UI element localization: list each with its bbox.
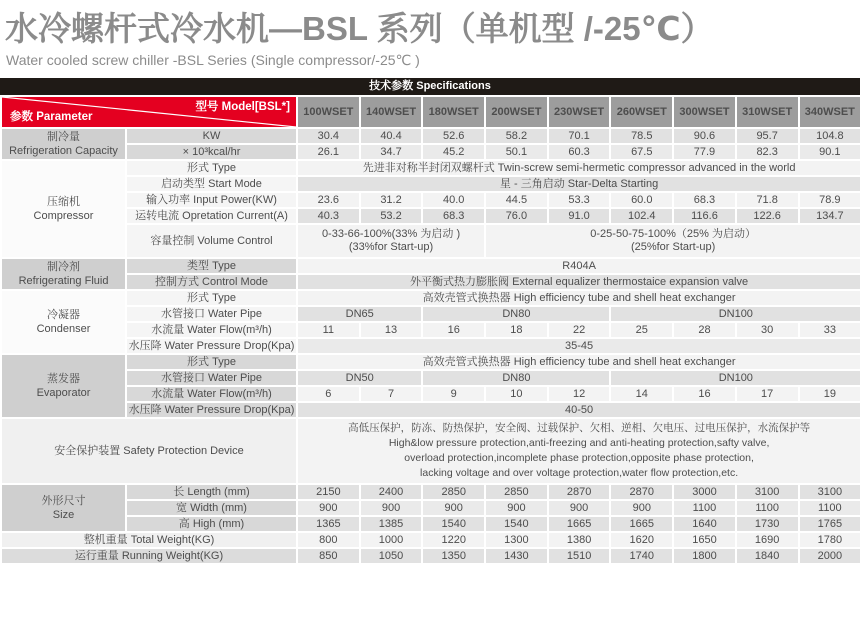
value-cell: 26.1 xyxy=(297,144,360,160)
value-evaporator-type: 高效壳管式换热器 High efficiency tube and shell heat exchanger xyxy=(297,354,860,370)
specifications-section-bar: 技术参数 Specifications xyxy=(0,78,860,95)
table-row xyxy=(1,418,860,484)
value-cell: 1350 xyxy=(422,548,485,564)
group-cell-compressor xyxy=(1,160,126,258)
value-cell: 2850 xyxy=(485,484,548,500)
volume-control-25-line1: 0-25-50-75-100%（25% 为启动） xyxy=(486,228,860,241)
label-compressor-current: 运转电流 Opretation Current(A) xyxy=(126,208,297,224)
label-running-weight: 运行重量 Running Weight(KG) xyxy=(1,548,297,564)
value-cell: 900 xyxy=(548,500,611,516)
table-row xyxy=(1,274,860,290)
value-cell: 25 xyxy=(610,322,673,338)
safety-line-en1: High&low pressure protection,anti-freezing and anti-heating protection,safty valve, xyxy=(298,436,860,451)
value-cell: 52.6 xyxy=(422,128,485,144)
value-cell: 95.7 xyxy=(736,128,799,144)
value-cell: 116.6 xyxy=(673,208,736,224)
parameter-header-label: 参数 Parameter xyxy=(10,111,92,124)
value-cell: 16 xyxy=(422,322,485,338)
value-cell: 14 xyxy=(610,386,673,402)
table-header-row xyxy=(1,96,860,128)
value-cell: 53.2 xyxy=(360,208,423,224)
spec-sheet-page xyxy=(0,3,860,565)
value-cell: 3100 xyxy=(736,484,799,500)
value-cell: 104.8 xyxy=(799,128,860,144)
value-cell: 18 xyxy=(485,322,548,338)
value-cell: 1620 xyxy=(610,532,673,548)
table-row xyxy=(1,532,860,548)
value-cell: 22 xyxy=(548,322,611,338)
group-cell-size xyxy=(1,484,126,532)
value-cell: 17 xyxy=(736,386,799,402)
value-cell: 900 xyxy=(297,500,360,516)
group-label-en: Compressor xyxy=(2,209,125,223)
label-safety-protection-device: 安全保护装置 Safety Protection Device xyxy=(1,418,297,484)
group-label-en: Size xyxy=(2,508,125,522)
value-cell: 6 xyxy=(297,386,360,402)
value-evaporator-dn1: DN50 xyxy=(297,370,422,386)
label-evaporator-water-pipe: 水管接口 Water Pipe xyxy=(126,370,297,386)
value-cell: 30 xyxy=(736,322,799,338)
value-cell: 2150 xyxy=(297,484,360,500)
value-cell: 1640 xyxy=(673,516,736,532)
value-compressor-type: 先进非对称半封闭双螺杆式 Twin-screw semi-hermetic compressor advanced in the world xyxy=(297,160,860,176)
value-condenser-dn1: DN65 xyxy=(297,306,422,322)
model-header-label: 型号 Model[BSL*] xyxy=(195,101,290,114)
value-cell: 900 xyxy=(610,500,673,516)
table-row xyxy=(1,224,860,258)
value-cell: 900 xyxy=(422,500,485,516)
value-cell: 82.3 xyxy=(736,144,799,160)
value-cell: 77.9 xyxy=(673,144,736,160)
label-size-length: 长 Length (mm) xyxy=(126,484,297,500)
value-cell: 31.2 xyxy=(360,192,423,208)
label-compressor-type: 形式 Type xyxy=(126,160,297,176)
value-cell: 19 xyxy=(799,386,860,402)
group-label-cn: 外形尺寸 xyxy=(2,494,125,508)
value-cell: 90.1 xyxy=(799,144,860,160)
label-compressor-volume-control: 容量控制 Volume Control xyxy=(126,224,297,258)
value-cell: 76.0 xyxy=(485,208,548,224)
value-cell: 91.0 xyxy=(548,208,611,224)
value-cell: 68.3 xyxy=(673,192,736,208)
value-cell: 1510 xyxy=(548,548,611,564)
value-cell: 1665 xyxy=(610,516,673,532)
value-cell: 78.9 xyxy=(799,192,860,208)
table-row xyxy=(1,354,860,370)
value-cell: 2000 xyxy=(799,548,860,564)
label-condenser-water-flow: 水流量 Water Flow(m³/h) xyxy=(126,322,297,338)
value-cell: 1840 xyxy=(736,548,799,564)
value-cell: 1380 xyxy=(548,532,611,548)
value-cell: 2870 xyxy=(610,484,673,500)
value-cell: 1100 xyxy=(799,500,860,516)
value-cell: 13 xyxy=(360,322,423,338)
value-cell: 1100 xyxy=(736,500,799,516)
value-cell: 2400 xyxy=(360,484,423,500)
model-header-340wset: 340WSET xyxy=(799,96,860,128)
group-label-cn: 冷凝器 xyxy=(2,308,125,322)
value-cell: 1650 xyxy=(673,532,736,548)
model-header-140wset: 140WSET xyxy=(360,96,423,128)
model-header-200wset: 200WSET xyxy=(485,96,548,128)
label-size-high: 高 High (mm) xyxy=(126,516,297,532)
value-cell: 33 xyxy=(799,322,860,338)
table-row xyxy=(1,370,860,386)
label-size-width: 宽 Width (mm) xyxy=(126,500,297,516)
value-cell: 90.6 xyxy=(673,128,736,144)
value-cell: 40.0 xyxy=(422,192,485,208)
value-cell: 40.3 xyxy=(297,208,360,224)
value-cell: 45.2 xyxy=(422,144,485,160)
label-refrigerant-control-mode: 控制方式 Control Mode xyxy=(126,274,297,290)
spec-table xyxy=(0,95,860,565)
value-cell: 3100 xyxy=(799,484,860,500)
value-cell: 1690 xyxy=(736,532,799,548)
group-label-cn: 制冷剂 xyxy=(2,260,125,274)
model-header-300wset: 300WSET xyxy=(673,96,736,128)
group-cell-evaporator xyxy=(1,354,126,418)
group-label-en: Refrigerating Fluid xyxy=(2,274,125,288)
value-evaporator-dn3: DN100 xyxy=(610,370,860,386)
value-cell: 10 xyxy=(485,386,548,402)
value-cell: 2850 xyxy=(422,484,485,500)
label-refrigerant-type: 类型 Type xyxy=(126,258,297,274)
value-cell: 1220 xyxy=(422,532,485,548)
value-cell: 30.4 xyxy=(297,128,360,144)
page-subtitle: Water cooled screw chiller -BSL Series (Single compressor/-25℃ ) xyxy=(6,52,860,69)
model-header-230wset: 230WSET xyxy=(548,96,611,128)
table-row xyxy=(1,500,860,516)
table-row xyxy=(1,192,860,208)
value-evaporator-dn2: DN80 xyxy=(422,370,610,386)
value-cell: 1765 xyxy=(799,516,860,532)
group-label-en: Evaporator xyxy=(2,386,125,400)
safety-line-cn: 高低压保护，防冻、防热保护，安全阀、过载保护、欠相、逆相、欠电压、过电压保护，水流保护等 xyxy=(298,421,860,436)
label-refrigeration-kcal: × 10³kcal/hr xyxy=(126,144,297,160)
model-header-180wset: 180WSET xyxy=(422,96,485,128)
value-cell: 11 xyxy=(297,322,360,338)
value-cell: 1540 xyxy=(485,516,548,532)
value-cell: 1540 xyxy=(422,516,485,532)
value-condenser-dn3: DN100 xyxy=(610,306,860,322)
table-row xyxy=(1,386,860,402)
value-condenser-pressure-drop: 35-45 xyxy=(297,338,860,354)
value-cell: 1800 xyxy=(673,548,736,564)
value-cell: 40.4 xyxy=(360,128,423,144)
group-label-en: Refrigeration Capacity xyxy=(2,144,125,158)
group-cell-refrigerating-fluid xyxy=(1,258,126,290)
table-row xyxy=(1,258,860,274)
value-cell: 78.5 xyxy=(610,128,673,144)
label-total-weight: 整机重量 Total Weight(KG) xyxy=(1,532,297,548)
value-cell: 44.5 xyxy=(485,192,548,208)
group-label-cn: 压缩机 xyxy=(2,195,125,209)
value-cell: 9 xyxy=(422,386,485,402)
page-title: 水冷螺杆式冷水机—BSL 系列（单机型 /-25℃） xyxy=(5,3,860,50)
value-cell: 70.1 xyxy=(548,128,611,144)
group-label-en: Condenser xyxy=(2,322,125,336)
table-row xyxy=(1,484,860,500)
label-refrigeration-kw: KW xyxy=(126,128,297,144)
corner-header-cell xyxy=(1,96,297,128)
value-cell: 68.3 xyxy=(422,208,485,224)
value-cell: 1730 xyxy=(736,516,799,532)
table-row xyxy=(1,176,860,192)
safety-line-en3: lacking voltage and over voltage protection,water flow protection,etc. xyxy=(298,466,860,481)
safety-line-en2: overload protection,incomplete phase protection,opposite phase protection, xyxy=(298,451,860,466)
value-cell: 1780 xyxy=(799,532,860,548)
value-cell: 16 xyxy=(673,386,736,402)
table-row xyxy=(1,128,860,144)
label-condenser-water-pipe: 水管接口 Water Pipe xyxy=(126,306,297,322)
group-cell-condenser xyxy=(1,290,126,354)
value-condenser-type: 高效壳管式换热器 High efficiency tube and shell heat exchanger xyxy=(297,290,860,306)
value-cell: 50.1 xyxy=(485,144,548,160)
table-row xyxy=(1,548,860,564)
value-cell: 7 xyxy=(360,386,423,402)
table-row xyxy=(1,208,860,224)
label-evaporator-water-flow: 水流量 Water Flow(m³/h) xyxy=(126,386,297,402)
value-cell: 1000 xyxy=(360,532,423,548)
value-cell: 2870 xyxy=(548,484,611,500)
model-header-100wset: 100WSET xyxy=(297,96,360,128)
label-evaporator-pressure-drop: 水压降 Water Pressure Drop(Kpa) xyxy=(126,402,297,418)
value-cell: 1300 xyxy=(485,532,548,548)
model-header-260wset: 260WSET xyxy=(610,96,673,128)
value-cell: 60.3 xyxy=(548,144,611,160)
value-cell: 1365 xyxy=(297,516,360,532)
value-cell: 3000 xyxy=(673,484,736,500)
value-refrigerant-control-mode: 外平衡式热力膨胀阀 External equalizer thermostaice expansion valve xyxy=(297,274,860,290)
label-condenser-pressure-drop: 水压降 Water Pressure Drop(Kpa) xyxy=(126,338,297,354)
value-cell: 28 xyxy=(673,322,736,338)
value-cell: 900 xyxy=(485,500,548,516)
volume-control-33-line1: 0-33-66-100%(33% 为启动 ) xyxy=(298,228,484,241)
model-header-310wset: 310WSET xyxy=(736,96,799,128)
value-cell: 34.7 xyxy=(360,144,423,160)
table-row xyxy=(1,322,860,338)
value-cell: 1665 xyxy=(548,516,611,532)
value-cell: 58.2 xyxy=(485,128,548,144)
value-cell: 1050 xyxy=(360,548,423,564)
group-cell-refrigeration-capacity xyxy=(1,128,126,160)
value-cell: 12 xyxy=(548,386,611,402)
value-volume-control-33 xyxy=(297,224,485,258)
table-row xyxy=(1,160,860,176)
value-cell: 102.4 xyxy=(610,208,673,224)
value-safety-protection xyxy=(297,418,860,484)
value-refrigerant-type: R404A xyxy=(297,258,860,274)
value-cell: 60.0 xyxy=(610,192,673,208)
value-cell: 134.7 xyxy=(799,208,860,224)
table-row xyxy=(1,402,860,418)
group-label-cn: 蒸发器 xyxy=(2,372,125,386)
value-evaporator-pressure-drop: 40-50 xyxy=(297,402,860,418)
value-cell: 900 xyxy=(360,500,423,516)
value-cell: 800 xyxy=(297,532,360,548)
table-row xyxy=(1,290,860,306)
table-row xyxy=(1,516,860,532)
label-condenser-type: 形式 Type xyxy=(126,290,297,306)
value-cell: 53.3 xyxy=(548,192,611,208)
value-cell: 67.5 xyxy=(610,144,673,160)
value-cell: 1430 xyxy=(485,548,548,564)
value-condenser-dn2: DN80 xyxy=(422,306,610,322)
table-row xyxy=(1,306,860,322)
value-cell: 850 xyxy=(297,548,360,564)
value-compressor-start-mode: 星 - 三角启动 Star-Delta Starting xyxy=(297,176,860,192)
value-cell: 1100 xyxy=(673,500,736,516)
table-row xyxy=(1,144,860,160)
label-evaporator-type: 形式 Type xyxy=(126,354,297,370)
value-cell: 1740 xyxy=(610,548,673,564)
value-cell: 1385 xyxy=(360,516,423,532)
value-cell: 71.8 xyxy=(736,192,799,208)
table-row xyxy=(1,338,860,354)
value-cell: 23.6 xyxy=(297,192,360,208)
group-label-cn: 制冷量 xyxy=(2,130,125,144)
label-compressor-start-mode: 启动类型 Start Mode xyxy=(126,176,297,192)
value-volume-control-25 xyxy=(485,224,860,258)
volume-control-33-line2: (33%for Start-up) xyxy=(298,241,484,254)
label-compressor-input-power: 输入功率 Input Power(KW) xyxy=(126,192,297,208)
volume-control-25-line2: (25%for Start-up) xyxy=(486,241,860,254)
value-cell: 122.6 xyxy=(736,208,799,224)
